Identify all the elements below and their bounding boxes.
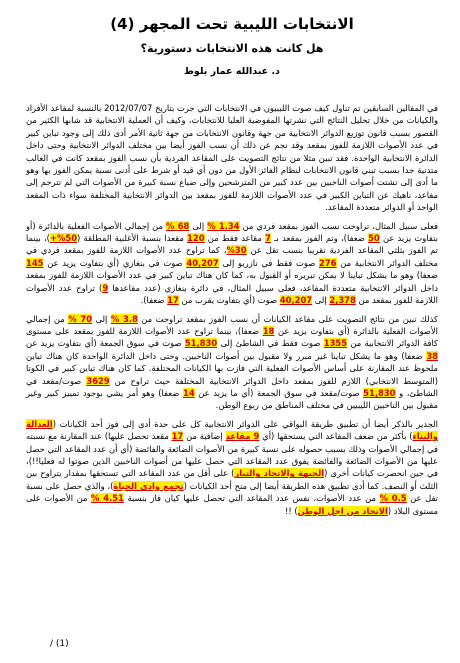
text-run: إلى [312, 295, 330, 306]
highlighted-figure: 120 [187, 233, 205, 244]
text-run: ) على أقل من عدد المقاعد التي تستحقها بمقدار يتراوح بين الثلث أو النصف. كما أدى تطبيق هذه الطريقة أيضا إلى منح أحد الكيانات ( [26, 468, 438, 491]
highlighted-figure: 4.51 % [91, 493, 124, 504]
highlighted-figure: 70 % [68, 313, 93, 324]
highlighted-figure: تجمع وادي الحياة [113, 480, 184, 491]
text-run: صوت في بنغازي (أي بتفاوت يزيد عن [43, 257, 187, 268]
text-run: من إجمالي الأصوات الفعلية بالدائرة (أي بتفاوت يزيد عن [26, 313, 438, 336]
page-title: الانتخابات الليبية تحت المجهر (4) [110, 15, 354, 33]
text-run: ، كما تراوح عدد الأصوات اللازمة للفوز بمقعد فردي في مختلف الدوائر الانتخابية من [26, 245, 438, 268]
highlighted-figure: 30% [226, 245, 247, 256]
highlighted-figure: الاتحاد من اجل الوطن [297, 505, 388, 516]
highlighted-figure: 40,207 [186, 257, 219, 268]
text-run: من عدد الأصوات، نفس عدد المقاعد التي تحصل عليها كيان فاز بنسبة [123, 493, 380, 504]
text-run: إلى [92, 313, 111, 324]
text-run: صوت فقط في تازربو إلى [218, 257, 320, 268]
paragraph-2 [26, 220, 438, 307]
highlighted-figure: 40,207 [279, 295, 313, 306]
highlighted-figure: 50 [368, 233, 380, 244]
text-run: من إجمالي الأصوات الفعلية بالدائرة (أو بتفاوت يزيد عن [26, 220, 438, 244]
text-run: كذلك تبين من نتائج التصويت على مقاعد الكيانات أن نسب الفوز بمقعد تراوحت من [137, 313, 438, 324]
text-run: في المقالين السابقين تم تناول كيف صوت الليبيون في الانتخابات التي جرت بتاريخ 2012/07/07 بالنسبة لمقاعد الأفراد والكيانات من خلال تحليل النتائج التي نشرتها المفوضية العليا للانتخابات، وكيف أن العملية الانتخابية قد شابها الكثير من القصور بسبب قانون توزيع الدوائر الانتخابية من جهة وقانون الانتخابات من جهة ثانية الأمر أدى ذلك إلى وجود تباين كبير في عدد الأصوات اللازمة للفوز بمقعد وقد نجم عن ذلك أن نسب الفوز أيضا بين مختلف الدوائر الانتخابية وحتى داخل الدائرة الانتخابية الواحدة. فقد تبين مثلا من نتائج التصويت على المقاعد الفردية بأن نسب الفوز بمقعد كانت في الغالب متدنية جدا بسبب تبني قانون الانتخابات لنظام الفائز الأول من دون أي قيد أو شرط على أدنى نسبة يمكن الفوز بها وهو ما أدى إلى تشتت أصوات الناخبين بين عدد كبير من المترشحين وإلى ضياع نسبة كبيرة من الأصوات التي لم تترجم إلى مقاعد، ناهيك عن التباين الكبير في عدد الأصوات اللازمة للفوز بمقعد بين الدوائر الانتخابية المختلفة سواء ذات المقعد الواحد أو الدوائر متعددة المقاعد. [26, 103, 438, 213]
highlighted-figure: 14 [183, 387, 195, 398]
paragraph-4 [26, 418, 438, 517]
text-run: صوت في سوق الجمعة (أي بتفاوت يزيد عن [26, 338, 185, 349]
highlighted-figure: 9 [102, 282, 109, 293]
text-run: مقاعد فقط من [204, 233, 266, 244]
highlighted-figure: الجبهة والاتحاد والتيار [234, 468, 325, 479]
highlighted-figure: 145 [26, 257, 44, 268]
highlighted-figure: 18 [262, 325, 275, 336]
article-body [26, 102, 438, 517]
page-number: / (1) [50, 639, 69, 649]
text-run: صوت فقط في الشاطئ إلى [217, 338, 324, 349]
paragraph-1 [26, 102, 438, 214]
text-run: الجدير بالذكر أيضا أن تطبيق طريقة البواقي على الدوائر الانتخابية كل على حدة أدى إلى فوز أحد الكيانات ( [52, 418, 438, 429]
text-run: ) !! [284, 505, 298, 516]
highlighted-figure: 2,378 [329, 295, 356, 306]
page-subtitle: هل كانت هذه الانتخابات دستورية؟ [140, 42, 324, 55]
text-run: ) بأكثر من ضعف المقاعد التي يستحقها (أي [259, 431, 413, 442]
text-run: ضعفا) وهو ما يشكل تباينا غير مبرر ولا مقبول بين أصوات الناخبين. وحتى داخل الدائرة الواحدة كان هناك تباين ملحوظ عند المقارنة على أساس الأصوات الفعلية التي فازت بها الكيانات المختلفة. كما كان هناك تباين كبير في الكوتا (المتوسط الانتخابي) اللازم للفوز بمقعد داخل الدوائر الانتخابية المختلفة حيث تراوح من [26, 350, 438, 386]
highlighted-figure: 0.5 % [379, 493, 407, 504]
highlighted-figure: 51,830 [184, 338, 218, 349]
highlighted-figure: 276 [319, 257, 337, 268]
text-run: ضعفا)، وتم الفوز بمقعد بـ [270, 233, 369, 244]
text-run: )، والذي حصل على نسبة تقل عن [26, 480, 439, 504]
highlighted-figure: 38 [426, 350, 438, 361]
text-run: )، بينما تم الفوز بثلثي المقاعد الفردية تقريبا بنسب تقل عن [26, 233, 438, 256]
highlighted-figure: 3.8 % [110, 313, 138, 324]
highlighted-figure: 3629 [86, 375, 110, 386]
text-run: ضعفا)، بينما تراوح عدد الأصوات اللازمة للفوز بمقعد على مستوى كافة الدوائر الانتخابية من [26, 325, 438, 349]
text-run: مقعد تحصل عليها) عند المقارنة مع نسبته في إجمالي الأصوات وذلك بسبب حصوله على نسبة كبيرة من الأصوات الضائعة والفائضة (أي أن عدد المقاعد التي حصل عليها من الأصوات الضائعة والفائضة يفوق عدد المقاعد التي حصل عليها من أصوات الناخبين الذين صوتوا له فعليا!!)، في حين انحصرت كيانات أخرى ( [26, 431, 438, 479]
text-run: من الأصوات على مستوى البلاد ( [26, 493, 438, 516]
text-run: ضعفا) وهو ما يشكل تباينا لا يمكن تبريره أو القبول به، كما كان هناك تباين كبير في عدد الأصوات اللازمة للفوز بمقعد داخل الدوائر الانتخابية متعددة المقاعد، فعلى سبيل المثال، في دائرة بنغازي (عدد مقاعدها [26, 270, 438, 293]
highlighted-figure: 17 [167, 295, 179, 306]
highlighted-figure: 9 مقاعد [225, 431, 260, 442]
text-run: فعلى سبيل المثال، تراوحت نسب الفوز بمقعد فردي من [239, 220, 439, 231]
paragraph-3 [26, 313, 438, 412]
text-run: ضعفا). [140, 295, 168, 306]
text-run: إضافية من [183, 431, 226, 442]
highlighted-figure: 68 % [166, 220, 190, 231]
highlighted-figure: 17 [171, 431, 184, 442]
highlighted-figure: العدالة والبناء [26, 418, 438, 442]
highlighted-figure: 7 [265, 233, 271, 244]
text-run: صوت/مقعد في الشاطئ، و [26, 375, 439, 398]
text-run: صوت (أي بتفاوت يقرب من [178, 295, 280, 306]
highlighted-figure: 51,830 [363, 387, 396, 398]
text-run: إلى [189, 220, 208, 231]
highlighted-figure: 50%+ [49, 233, 78, 244]
text-run: صوت/مقعد في سوق الجمعة (أي ما يزيد عن [194, 387, 364, 398]
highlighted-figure: 1.34 % [207, 220, 240, 231]
text-run: مقعدا بنسبة الأغلبية المطلقة ( [77, 233, 188, 244]
author-name: د. عبدالله عمار بلوط [184, 66, 280, 77]
text-run: ضعفا) وهو أمر يشي بوجود تمييز كبير وغير مقبول بين الناخبين الليبيين في مختلف المناطق من ربوع الوطن. [26, 387, 438, 411]
text-run: ) تراوح عدد الأصوات اللازمة للفوز بمقعد من [26, 282, 438, 306]
highlighted-figure: 1355 [323, 338, 348, 349]
